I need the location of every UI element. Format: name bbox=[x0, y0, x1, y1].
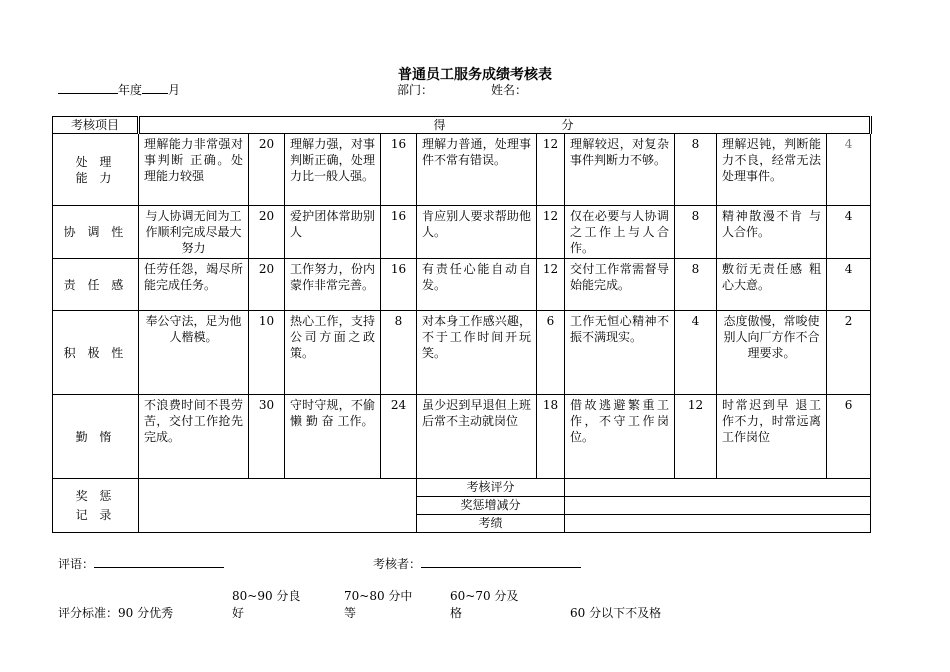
item-label: 积 极 性 bbox=[53, 311, 139, 395]
comment-field[interactable]: 评语： bbox=[58, 555, 224, 572]
scoring-standards bbox=[58, 587, 661, 621]
score-cell: 8 bbox=[381, 311, 417, 395]
score-cell: 12 bbox=[537, 206, 565, 259]
col-score-header: 得 分 bbox=[139, 117, 871, 134]
score-cell: 4 bbox=[827, 134, 871, 206]
item-label: 协 调 性 bbox=[53, 206, 139, 259]
criterion-cell: 奉公守法，足为他人楷模。 bbox=[139, 311, 249, 395]
standard-label: 评分标准： bbox=[58, 606, 119, 620]
table-row bbox=[53, 134, 871, 206]
summary-value-field[interactable] bbox=[565, 515, 871, 533]
score-cell: 12 bbox=[537, 259, 565, 311]
table-row bbox=[53, 311, 871, 395]
year-field[interactable]: 年度 月 bbox=[58, 81, 180, 98]
summary-label: 奖惩增减分 bbox=[417, 497, 565, 515]
criterion-cell: 工作努力，份内蒙作非常完善。 bbox=[285, 259, 381, 311]
standard-item: 70~80 分中等 bbox=[344, 589, 413, 620]
score-cell: 12 bbox=[675, 395, 717, 479]
summary-row-score bbox=[53, 479, 871, 497]
score-cell: 20 bbox=[249, 206, 285, 259]
criterion-cell: 理解力普通，处理事件不常有错误。 bbox=[417, 134, 537, 206]
standard-item: 80~90 分良好 bbox=[232, 589, 301, 620]
score-cell: 8 bbox=[675, 259, 717, 311]
criterion-cell: 不浪费时间不畏劳苦，交付工作抢先完成。 bbox=[139, 395, 249, 479]
assessment-table bbox=[52, 116, 872, 533]
score-cell: 4 bbox=[827, 206, 871, 259]
score-cell: 8 bbox=[675, 134, 717, 206]
table-row bbox=[53, 395, 871, 479]
score-cell: 6 bbox=[827, 395, 871, 479]
criterion-cell: 有责任心能自动自发。 bbox=[417, 259, 537, 311]
criterion-cell: 任劳任怨，竭尽所能完成任务。 bbox=[139, 259, 249, 311]
table-header-row bbox=[53, 117, 871, 134]
criterion-cell: 理解力强，对事判断正确，处理力比一般人强。 bbox=[285, 134, 381, 206]
criterion-cell: 时常迟到早 退工作不力，时常远离工作岗位 bbox=[717, 395, 827, 479]
criterion-cell: 敷衍无责任感 粗心大意。 bbox=[717, 259, 827, 311]
standard-item: 60 分以下不及格 bbox=[570, 606, 662, 620]
score-cell: 12 bbox=[537, 134, 565, 206]
summary-value-field[interactable] bbox=[565, 479, 871, 497]
page-title: 普通员工服务成绩考核表 bbox=[398, 67, 552, 83]
criterion-cell: 借故逃避繁重工作，不守工作岗位。 bbox=[565, 395, 675, 479]
score-cell: 16 bbox=[381, 206, 417, 259]
criterion-cell: 热心工作，支持公司方面之政策。 bbox=[285, 311, 381, 395]
item-label: 处 理 能 力 bbox=[53, 134, 139, 206]
score-cell: 20 bbox=[249, 134, 285, 206]
item-label: 勤 惰 bbox=[53, 395, 139, 479]
score-cell: 30 bbox=[249, 395, 285, 479]
summary-value-field[interactable] bbox=[565, 497, 871, 515]
score-cell: 6 bbox=[537, 311, 565, 395]
criterion-cell: 与人协调无间为工作顺利完成尽最大努力 bbox=[139, 206, 249, 259]
name-field[interactable]: 姓名： bbox=[491, 83, 528, 97]
reward-record-label: 奖 惩 记 录 bbox=[53, 479, 139, 533]
criterion-cell: 爱护团体常助别人 bbox=[285, 206, 381, 259]
criterion-cell: 态度傲慢，常唆使别人向厂方作不合理要求。 bbox=[717, 311, 827, 395]
item-label: 责 任 感 bbox=[53, 259, 139, 311]
criterion-cell: 理解能力非常强对事判断 正确。处理能力较强 bbox=[139, 134, 249, 206]
score-cell: 2 bbox=[827, 311, 871, 395]
score-cell: 18 bbox=[537, 395, 565, 479]
score-cell: 8 bbox=[675, 206, 717, 259]
assessor-field[interactable]: 考核者： bbox=[373, 555, 581, 572]
criterion-cell: 理解迟钝，判断能力不良，经常无法 处理事件。 bbox=[717, 134, 827, 206]
col-item-header: 考核项目 bbox=[53, 117, 139, 134]
table-row bbox=[53, 206, 871, 259]
score-cell: 4 bbox=[675, 311, 717, 395]
score-cell: 10 bbox=[249, 311, 285, 395]
score-cell: 16 bbox=[381, 259, 417, 311]
score-cell: 4 bbox=[827, 259, 871, 311]
criterion-cell: 精神散漫不肯 与人合作。 bbox=[717, 206, 827, 259]
table-row bbox=[53, 259, 871, 311]
criterion-cell: 理解较迟，对复杂事件判断力不够。 bbox=[565, 134, 675, 206]
summary-label: 考绩 bbox=[417, 515, 565, 533]
criterion-cell: 交付工作常需督导始能完成。 bbox=[565, 259, 675, 311]
score-cell: 16 bbox=[381, 134, 417, 206]
criterion-cell: 虽少迟到早退但上班后常不主动就岗位 bbox=[417, 395, 537, 479]
criterion-cell: 工作无恒心精神不振不满现实。 bbox=[565, 311, 675, 395]
criterion-cell: 肯应别人要求帮助他人。 bbox=[417, 206, 537, 259]
department-field[interactable]: 部门： bbox=[397, 83, 434, 97]
summary-label: 考核评分 bbox=[417, 479, 565, 497]
score-cell: 24 bbox=[381, 395, 417, 479]
criterion-cell: 守时守规，不偷 懒 勤 奋 工作。 bbox=[285, 395, 381, 479]
score-cell: 20 bbox=[249, 259, 285, 311]
standard-item: 90 分优秀 bbox=[118, 606, 174, 620]
reward-record-cell[interactable] bbox=[139, 479, 417, 533]
standard-item: 60~70 分及格 bbox=[450, 589, 519, 620]
criterion-cell: 对本身工作感兴趣，不于工作时间开玩笑。 bbox=[417, 311, 537, 395]
criterion-cell: 仅在必要与人协调之工作上与人合作。 bbox=[565, 206, 675, 259]
